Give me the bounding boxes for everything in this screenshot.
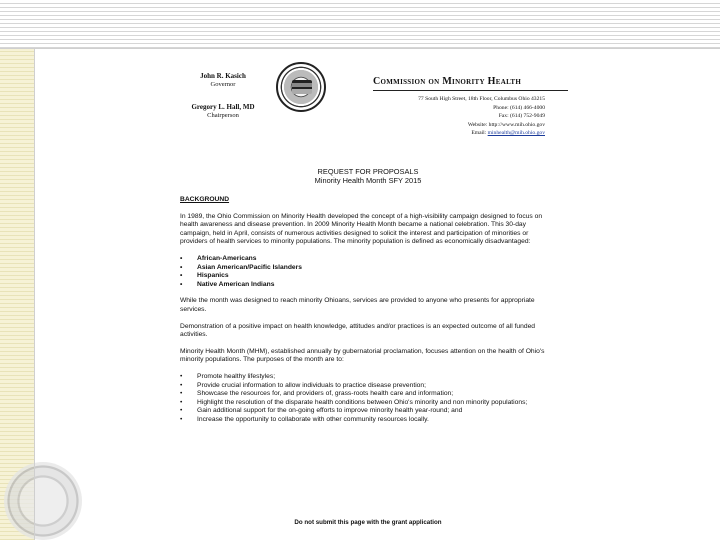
governor-title: Governor (210, 81, 236, 88)
email-label: Email: (471, 130, 487, 137)
fax: Fax: (614) 752-9049 (498, 113, 545, 120)
slide-top-stripes (0, 0, 720, 48)
list-item: • Asian American/Pacific Islanders (180, 264, 552, 273)
document-title (178, 167, 558, 186)
list-item: • Hispanics (180, 272, 552, 281)
chair-name: Gregory L. Hall, MD (191, 103, 255, 111)
state-seal-icon (276, 62, 326, 112)
address-line: 77 South High Street, 18th Floor, Columbus Ohio 43215 (418, 96, 545, 102)
footer-note: Do not submit this page with the grant application (294, 519, 442, 526)
services-paragraph: While the month was designed to reach minority Ohioans, services are provided to anyone who presents for appropriate services. (180, 297, 535, 313)
list-item: • Native American Indians (180, 281, 552, 290)
list-item: • Gain additional support for the on-going efforts to improve minority health year-round; and (180, 407, 552, 416)
list-item: • Provide crucial information to allow individuals to practice disease prevention; (180, 382, 552, 391)
list-item: • Highlight the resolution of the disparate health conditions between Ohio's minority and non minority populations; (180, 399, 552, 408)
title-line-1: REQUEST FOR PROPOSALS (317, 167, 419, 176)
website: Website: http://www.mih.ohio.gov (467, 121, 545, 128)
letterhead-rule (373, 90, 568, 91)
organization-name: Commission on Minority Health (373, 76, 522, 87)
title-line-2: Minority Health Month SFY 2015 (314, 176, 422, 186)
document-page (168, 60, 568, 532)
intro-paragraph: In 1989, the Ohio Commission on Minority Health developed the concept of a high-visibility campaign designed to focus on health awareness and disease prevention. In 2009 Minority Health Month became a national celebration. This 30-day campaign, held in April, consists of numerous activities designed to solicit the interest and participation of minorities or providers of health services to minority populations. The minority population is defined as economically disadvantaged: (180, 212, 543, 246)
purposes-list (180, 373, 552, 425)
faded-seal-icon (4, 462, 82, 540)
phone: Phone: (614) 466-4000 (493, 104, 545, 111)
letterhead-address (373, 95, 545, 138)
section-heading: BACKGROUND (180, 196, 230, 203)
outcome-paragraph: Demonstration of a positive impact on health knowledge, attitudes and/or practices is an expected outcome of all funded activities. (180, 322, 536, 339)
email-link[interactable]: minhealth@mih.ohio.gov (487, 130, 545, 137)
chair-title: Chairperson (207, 112, 239, 119)
slide-frame-line (34, 48, 35, 540)
list-item: • Promote healthy lifestyles; (180, 373, 552, 382)
mhm-paragraph: Minority Health Month (MHM), established annually by gubernatorial proclamation, focuses attention on the health of Ohio's minority populations. The purposes of the month are to: (180, 347, 545, 364)
list-item: • African-Americans (180, 255, 552, 264)
list-item: • Showcase the resources for, and providers of, grass-roots health care and information; (180, 390, 552, 399)
list-item: • Increase the opportunity to collaborate with other community resources locally. (180, 416, 552, 425)
letterhead-officials (178, 72, 268, 120)
governor-name: John R. Kasich (200, 72, 246, 80)
slide-frame-line (0, 48, 720, 49)
population-list (180, 255, 552, 289)
document-body (180, 196, 552, 432)
